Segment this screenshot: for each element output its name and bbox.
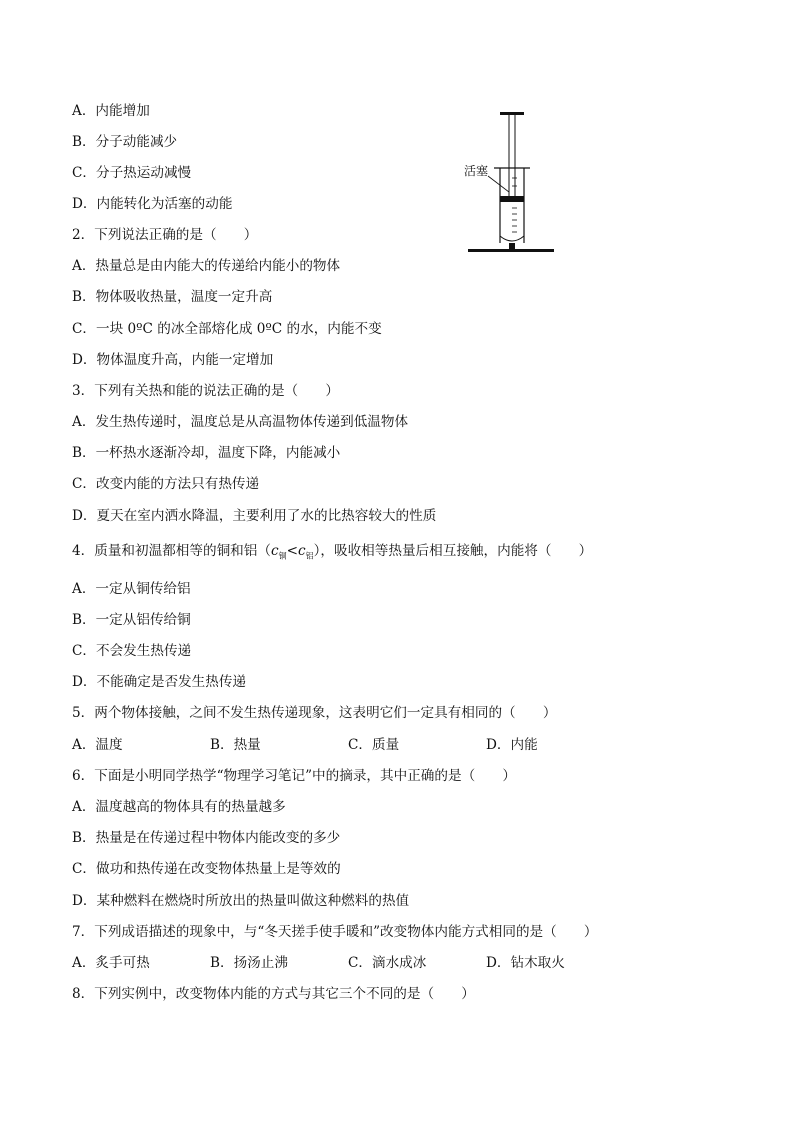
q7-option-a: A．炙手可热 — [72, 955, 150, 971]
q2-option-a: A．热量总是由内能大的传递给内能小的物体 — [72, 258, 341, 274]
c-subscript-aluminum: 铝 — [305, 551, 314, 561]
syringe-diagram — [460, 108, 560, 256]
c-symbol-1: c — [270, 543, 279, 559]
q2-option-d: D．物体温度升高，内能一定增加 — [72, 352, 274, 368]
q7-option-b: B．扬汤止沸 — [210, 955, 288, 971]
q6-option-c: C．做功和热传递在改变物体热量上是等效的 — [72, 861, 341, 877]
q2-option-c: C．一块 0ºC 的冰全部熔化成 0ºC 的水，内能不变 — [72, 321, 382, 337]
q5-option-b: B．热量 — [210, 737, 261, 753]
q4-stem-post: ），吸收相等热量后相互接触，内能将（ ） — [313, 543, 593, 559]
q5-option-c: C．质量 — [348, 737, 400, 753]
q4-stem-pre: 4．质量和初温都相等的铜和铝（ — [72, 543, 271, 559]
q1-option-d: D．内能转化为活塞的动能 — [72, 196, 233, 212]
q3-option-a: A．发生热传递时，温度总是从高温物体传递到低温物体 — [72, 414, 409, 430]
q5-option-d: D．内能 — [486, 737, 538, 753]
q7-stem: 7．下列成语描述的现象中，与“冬天搓手使手暖和”改变物体内能方式相同的是（ ） — [72, 924, 598, 940]
q4-option-a: A．一定从铜传给铝 — [72, 581, 191, 597]
q3-option-d: D．夏天在室内洒水降温，主要利用了水的比热容较大的性质 — [72, 508, 437, 524]
q3-option-b: B．一杯热水逐渐冷却，温度下降，内能减小 — [72, 445, 341, 461]
q6-option-a: A．温度越高的物体具有的热量越多 — [72, 799, 286, 815]
q1-option-c: C．分子热运动减慢 — [72, 165, 192, 181]
q5-option-a: A．温度 — [72, 737, 123, 753]
q4-option-d: D．不能确定是否发生热传递 — [72, 674, 247, 690]
q3-stem: 3．下列有关热和能的说法正确的是（ ） — [72, 383, 339, 399]
piston-label: 活塞 — [464, 164, 489, 178]
q1-option-a: A．内能增加 — [72, 103, 150, 119]
q4-stem — [72, 542, 592, 566]
q1-option-b: B．分子动能减少 — [72, 134, 178, 150]
q8-stem: 8．下列实例中，改变物体内能的方式与其它三个不同的是（ ） — [72, 986, 475, 1002]
c-subscript-copper: 铜 — [278, 551, 287, 561]
less-than-sign: < — [286, 543, 298, 559]
q7-option-c: C．滴水成冰 — [348, 955, 427, 971]
q2-option-b: B．物体吸收热量，温度一定升高 — [72, 289, 273, 305]
q6-option-d: D．某种燃料在燃烧时所放出的热量叫做这种燃料的热值 — [72, 893, 410, 909]
q3-option-c: C．改变内能的方法只有热传递 — [72, 476, 260, 492]
syringe-figure — [460, 108, 560, 256]
q4-option-c: C．不会发生热传递 — [72, 643, 192, 659]
q6-stem: 6．下面是小明同学热学“物理学习笔记”中的摘录，其中正确的是（ ） — [72, 768, 516, 784]
q4-option-b: B．一定从铝传给铜 — [72, 612, 191, 628]
q7-option-d: D．钻木取火 — [486, 955, 565, 971]
q2-stem: 2．下列说法正确的是（ ） — [72, 227, 258, 243]
q5-stem: 5．两个物体接触，之间不发生热传递现象，这表明它们一定具有相同的（ ） — [72, 705, 557, 721]
c-symbol-2: c — [297, 543, 306, 559]
q6-option-b: B．热量是在传递过程中物体内能改变的多少 — [72, 830, 341, 846]
